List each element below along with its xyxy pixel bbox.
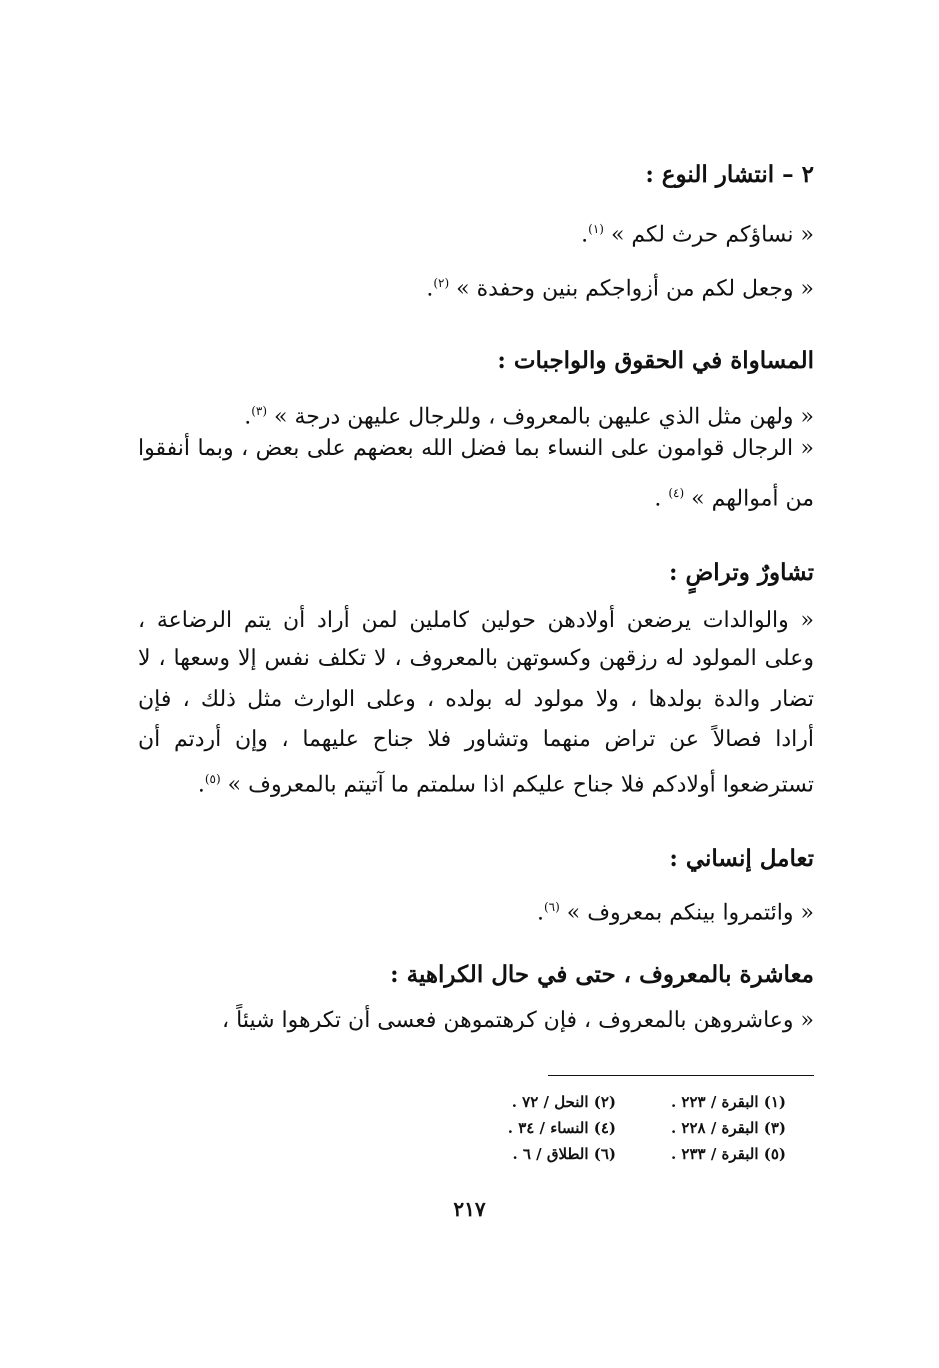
section-heading-kindness: معاشرة بالمعروف ، حتى في حال الكراهية : [390,961,814,988]
section-heading-humane: تعامل إنساني : [669,845,814,872]
footnote-divider [548,1075,814,1076]
quote-text: من أموالهم » [684,486,814,512]
footnote-row [426,1142,786,1167]
paragraph-line: تسترضعوا أولادكم فلا جناح عليكم اذا سلمتم ما آتيتم بالمعروف » $^{(٥)}$. [197,772,814,798]
quote-line: « الرجال قوامون على النساء بما فضل الله بعضهم على بعض ، وبما أنفقوا [138,436,814,461]
quote-line: « ولهن مثل الذي عليهن بالمعروف ، وللرجال عليهن درجة » $^{(٣)}$. [244,404,814,430]
footnote-ref: (١) [588,222,604,236]
footnote: (٦) الطلاق / ٦ . [512,1145,616,1163]
paragraph-line: تضار والدة بولدها ، ولا مولود له بولده ، وعلى الوارث مثل ذلك ، فإن [138,687,814,712]
quote-line: من أموالهم » $^{(٤)}$ . [654,486,814,512]
footnote: (٣) البقرة / ٢٢٨ . [670,1119,786,1137]
section-heading-species: ٢ – انتشار النوع : [645,161,814,188]
quote-text: تسترضعوا أولادكم فلا جناح عليكم اذا سلمتم ما آتيتم بالمعروف » [220,772,814,798]
quote-line: « نساؤكم حرث لكم » $^{(١)}$. [581,222,814,248]
footnote-ref: (٢) [433,276,450,290]
paragraph-line: وعلى المولود له رزقهن وكسوتهن بالمعروف ، لا تكلف نفس إلا وسعها ، لا [138,646,814,671]
footnote: (٤) النساء / ٣٤ . [507,1119,616,1137]
footnote: (١) البقرة / ٢٢٣ . [670,1093,786,1111]
quote-line: « وائتمروا بينكم بمعروف » $^{(٦)}$. [536,900,814,926]
footnote-ref: (٦) [543,900,560,914]
footnote-row [426,1116,786,1141]
quote-text: « ولهن مثل الذي عليهن بالمعروف ، وللرجال عليهن درجة » [267,404,814,430]
footnote-ref: (٥) [204,772,221,786]
quote-text: « نساؤكم حرث لكم » [603,222,814,248]
quote-text: « وجعل لكم من أزواجكم بنين وحفدة » [449,276,814,302]
paragraph-line: « والوالدات يرضعن أولادهن حولين كاملين لمن أراد أن يتم الرضاعة ، [138,608,814,633]
section-heading-consultation: تشاورٌ وتراضٍ : [668,559,814,586]
quote-line: « وعاشروهن بالمعروف ، فإن كرهتموهن فعسى أن تكرهوا شيئاً ، [222,1008,814,1033]
footnote: (٥) البقرة / ٢٣٣ . [670,1145,786,1163]
footnote: (٢) النحل / ٧٢ . [511,1093,616,1111]
footnote-row [426,1090,786,1115]
page-number: ٢١٧ [453,1197,486,1221]
quote-line: « وجعل لكم من أزواجكم بنين وحفدة » $^{(٢)}$. [426,276,814,302]
footnote-ref: (٣) [251,404,268,418]
footnote-ref: (٤) [668,486,685,500]
quote-text: « وائتمروا بينكم بمعروف » [559,900,814,926]
section-heading-equality: المساواة في الحقوق والواجبات : [497,347,814,374]
paragraph-line: أرادا فصالاً عن تراض منهما وتشاور فلا جناح عليهما ، وإن أردتم أن [138,727,814,752]
